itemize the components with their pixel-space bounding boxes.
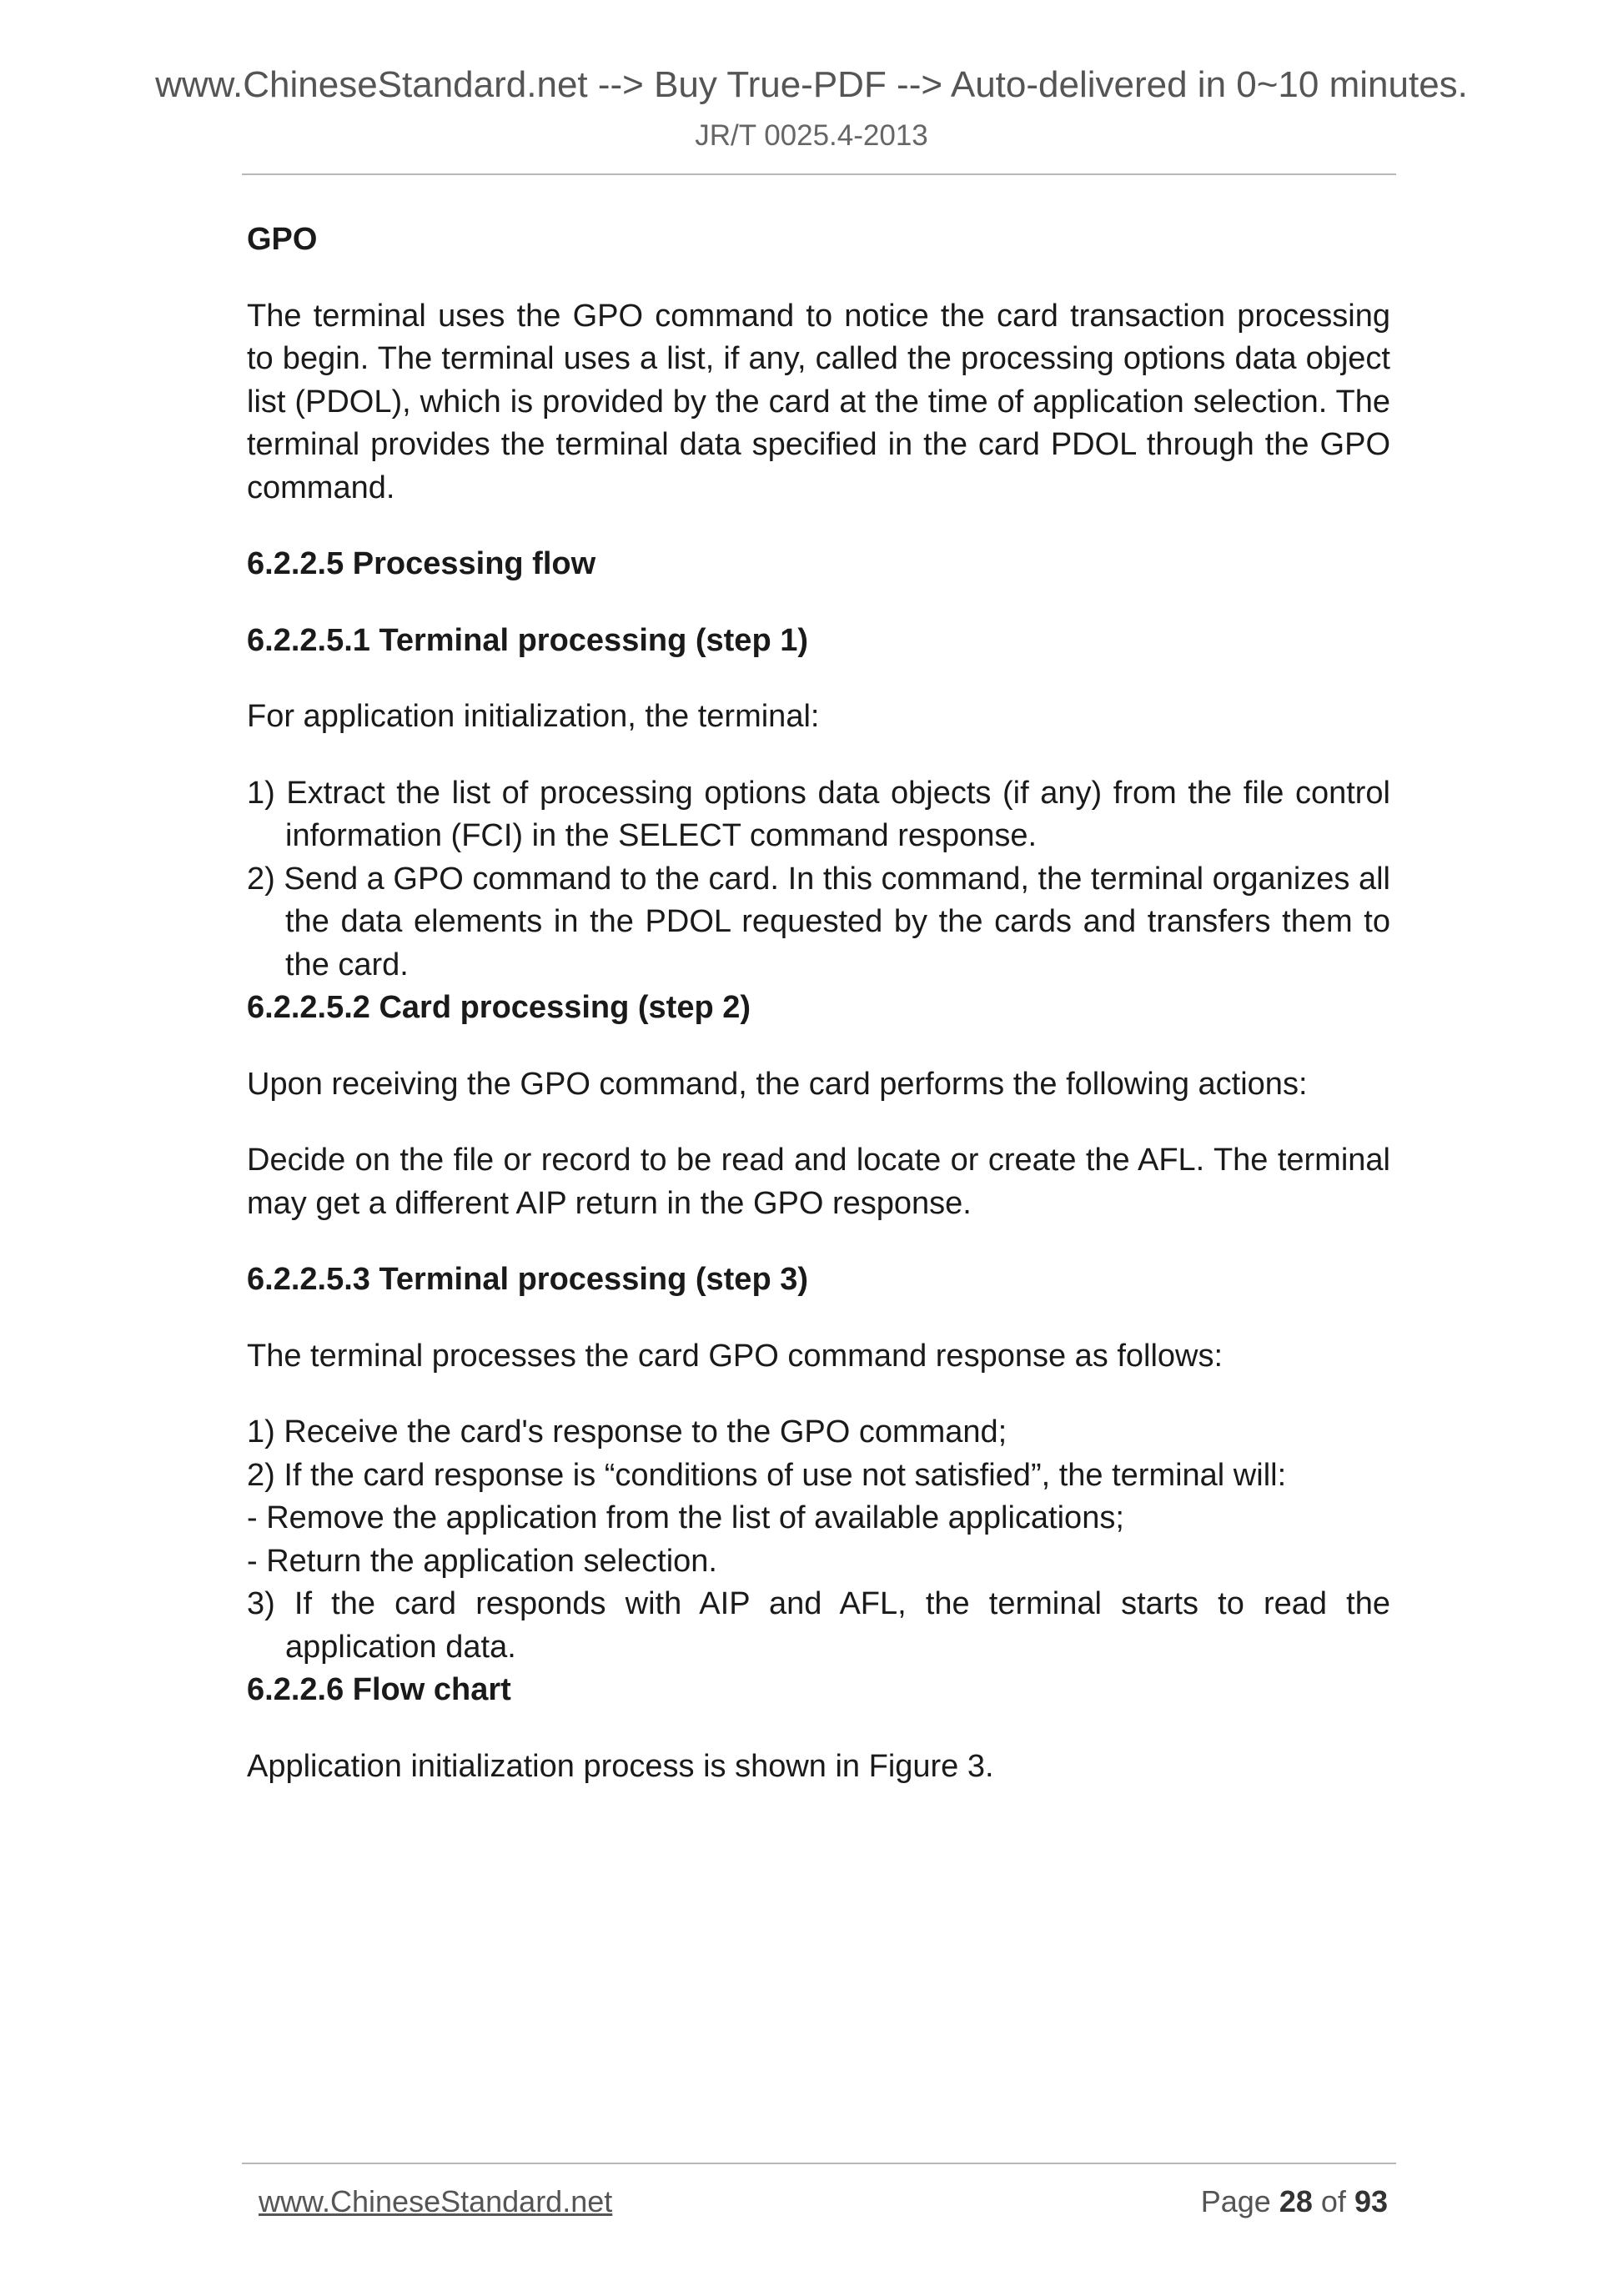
step3-sub-item: - Return the application selection.: [247, 1543, 717, 1579]
step1-list-item: 2) Send a GPO command to the card. In this command, the terminal organizes all the data elements in the PDOL requested by the cards and transfers them to the card.: [247, 861, 1390, 982]
step3-sub-item: - Remove the application from the list of available applications;: [247, 1500, 1124, 1535]
section-heading-gpo: GPO: [247, 222, 318, 257]
step1-intro: For application initialization, the terminal:: [247, 699, 820, 734]
page-number: [1200, 2184, 1388, 2218]
section-heading-6-2-2-5: 6.2.2.5 Processing flow: [247, 546, 596, 581]
step3-list-item: 3) If the card responds with AIP and AFL, the terminal starts to read the application data.: [247, 1586, 1390, 1665]
step1-list-item: 1) Extract the list of processing options data objects (if any) from the file control information (FCI) in the SELECT command response.: [247, 775, 1390, 853]
section-heading-6-2-2-5-1: 6.2.2.5.1 Terminal processing (step 1): [247, 622, 808, 658]
download-banner: www.ChineseStandard.net --> Buy True-PDF --> Auto-delivered in 0~10 minutes.: [155, 64, 1468, 105]
section-heading-6-2-2-5-2: 6.2.2.5.2 Card processing (step 2): [247, 990, 751, 1025]
gpo-paragraph: The terminal uses the GPO command to notice the card transaction processing to begin. The terminal uses a list, if any, called the processing options data object list (PDOL), which is provided by the card at the time of application selection. The terminal provides the terminal data specified in the card PDOL through the GPO command.: [247, 298, 1390, 505]
header-divider: [242, 173, 1396, 175]
section-heading-6-2-2-6: 6.2.2.6 Flow chart: [247, 1672, 511, 1707]
step2-intro: Upon receiving the GPO command, the card performs the following actions:: [247, 1066, 1308, 1102]
section-heading-6-2-2-5-3: 6.2.2.5.3 Terminal processing (step 3): [247, 1262, 808, 1297]
step3-intro: The terminal processes the card GPO command response as follows:: [247, 1338, 1224, 1374]
page-of: of: [1320, 2184, 1346, 2218]
step3-list-item: 2) If the card response is “conditions of use not satisfied”, the terminal will:: [247, 1457, 1287, 1493]
document-id: JR/T 0025.4-2013: [695, 119, 928, 152]
step3-list-item: 1) Receive the card's response to the GPO command;: [247, 1414, 1007, 1449]
step2-paragraph: Decide on the file or record to be read and locate or create the AFL. The terminal may get a different AIP return in the GPO response.: [247, 1143, 1390, 1221]
footer-divider: [242, 2163, 1396, 2164]
page-total: 93: [1354, 2184, 1388, 2218]
page-current: 28: [1279, 2184, 1313, 2218]
footer-website-link[interactable]: www.ChineseStandard.net: [259, 2184, 613, 2218]
page-prefix: Page: [1200, 2184, 1271, 2218]
page-content: [247, 219, 1390, 1821]
flow-chart-paragraph: Application initialization process is shown in Figure 3.: [247, 1748, 994, 1784]
